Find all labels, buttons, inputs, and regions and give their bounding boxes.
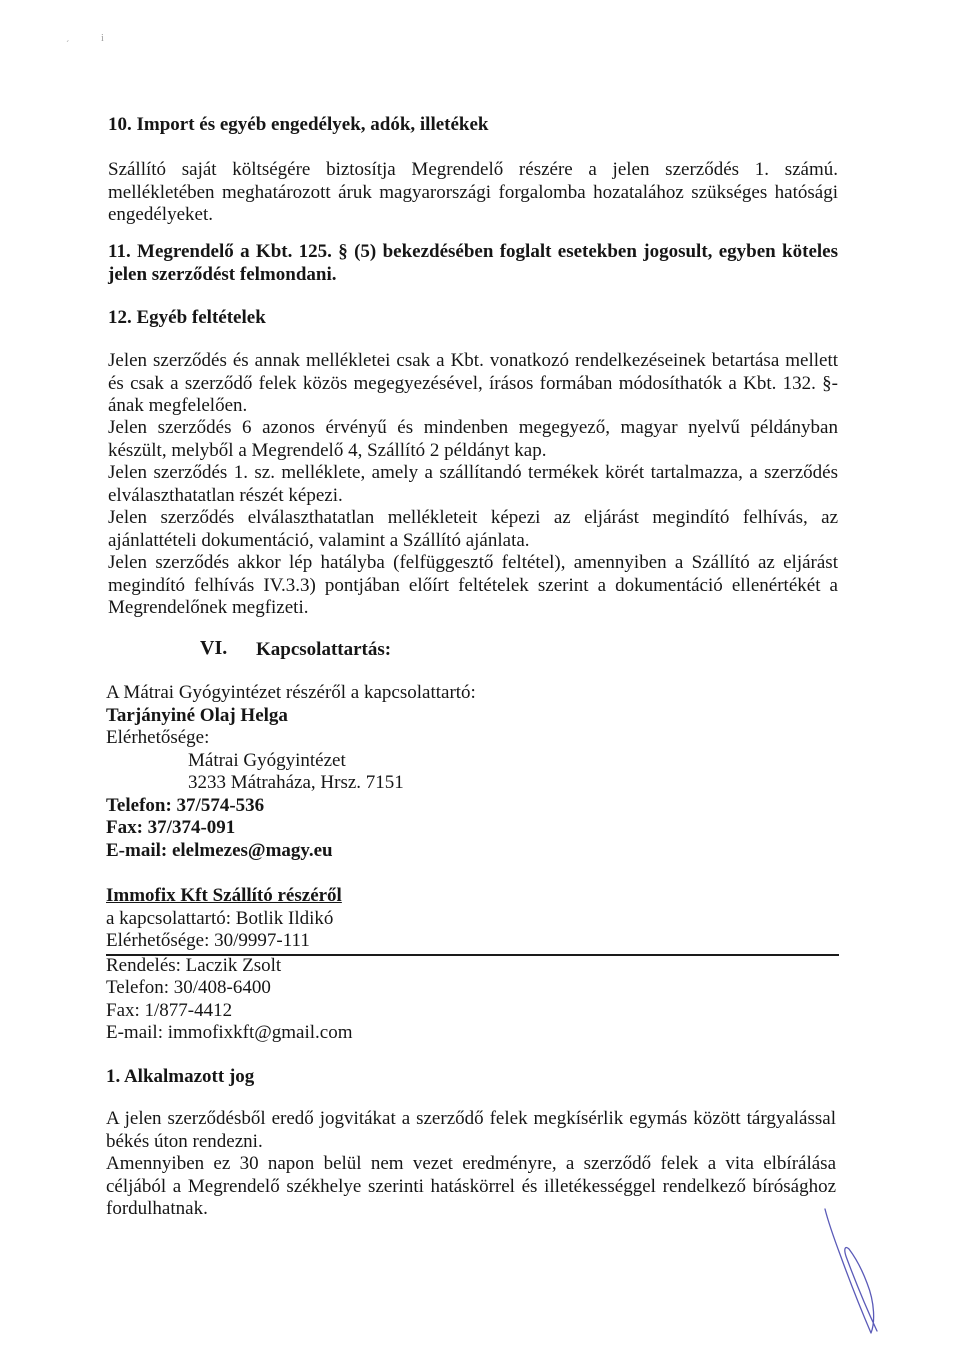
section-vi-number: VI.	[200, 637, 228, 659]
section-10-body: Szállító saját költségére biztosítja Megrendelő részére a jelen szerződés 1. számú. mellékletében meghatározott áruk magyarországi forgalomba hozatalához szükséges hatósági engedélyeket.	[108, 159, 838, 225]
law-heading: 1. Alkalmazott jog	[106, 1066, 255, 1087]
immofix-fax: Fax: 1/877-4412	[106, 1000, 233, 1021]
matrai-org: Mátrai Gyógyintézet	[188, 750, 346, 771]
immofix-email: E-mail: immofixkft@gmail.com	[106, 1022, 353, 1043]
section-12-paragraph: Jelen szerződés elválaszthatatlan mellékleteit képezi az eljárást megindító felhívás, az ajánlattételi dokumentáció, valamint a Szállító ajánlata.	[108, 507, 838, 551]
immofix-contact: a kapcsolattartó: Botlik Ildikó	[106, 908, 334, 929]
section-12-paragraph: Jelen szerződés 1. sz. melléklete, amely a szállítandó termékek körét tartalmazza, a szerződés elválaszthatatlan részét képezi.	[108, 462, 838, 506]
law-paragraph: A jelen szerződésből eredő jogvitákat a szerződő felek megkísérlik egymás között tárgyalással békés úton rendezni.	[106, 1108, 836, 1152]
scan-mark: i	[101, 33, 104, 44]
matrai-fax: Fax: 37/374-091	[106, 817, 236, 838]
section-12-heading: 12. Egyéb feltételek	[108, 307, 266, 328]
section-11-heading: 11. Megrendelő a Kbt. 125. § (5) bekezdésében foglalt esetekben jogosult, egyben köteles jelen szerződést felmondani.	[108, 241, 838, 285]
immofix-phone: Telefon: 30/408-6400	[106, 977, 271, 998]
section-12-paragraph: Jelen szerződés akkor lép hatályba (felfüggesztő feltétel), amennyiben a Szállító az eljárást megindító felhívás IV.3.3) pontjában előírt feltételek szerint a dokumentáció ellenértékét a Megrendelőnek megfizeti.	[108, 552, 838, 618]
section-10-heading: 10. Import és egyéb engedélyek, adók, illetékek	[108, 114, 489, 135]
matrai-phone: Telefon: 37/574-536	[106, 795, 265, 816]
immofix-title: Immofix Kft Szállító részéről	[106, 885, 342, 906]
law-paragraph: Amennyiben ez 30 napon belül nem vezet eredményre, a szerződő felek a vita elbírálása céljából a Megrendelő székhelye szerinti hatáskörrel és illetékességgel rendelkező bírósághoz fordulhatnak.	[106, 1153, 836, 1219]
section-vi-title: Kapcsolattartás:	[256, 639, 392, 660]
immofix-order: Rendelés: Laczik Zsolt	[106, 955, 282, 976]
section-12-paragraph: Jelen szerződés és annak mellékletei csak a Kbt. vonatkozó rendelkezéseinek betartása mellett és csak a szerződő felek közös megegyezésével, írásos formában módosíthatók a Kbt. 132. §-ának megfelelően.	[108, 350, 838, 416]
matrai-email: E-mail: elelmezes@magy.eu	[106, 840, 333, 861]
handwritten-signature	[815, 1205, 885, 1340]
scan-mark: ˊ	[66, 40, 70, 51]
section-12-paragraph: Jelen szerződés 6 azonos érvényű és mindenben megegyező, magyar nyelvű példányban készült, melyből a Megrendelő 4, Szállító 2 példányt kap.	[108, 417, 838, 461]
matrai-reach-label: Elérhetősége:	[106, 727, 210, 748]
matrai-contact-name: Tarjányiné Olaj Helga	[106, 705, 288, 726]
matrai-contact-intro: A Mátrai Gyógyintézet részéről a kapcsolattartó:	[106, 682, 476, 703]
matrai-address: 3233 Mátraháza, Hrsz. 7151	[188, 772, 404, 793]
immofix-reach: Elérhetősége: 30/9997-111	[106, 930, 310, 951]
